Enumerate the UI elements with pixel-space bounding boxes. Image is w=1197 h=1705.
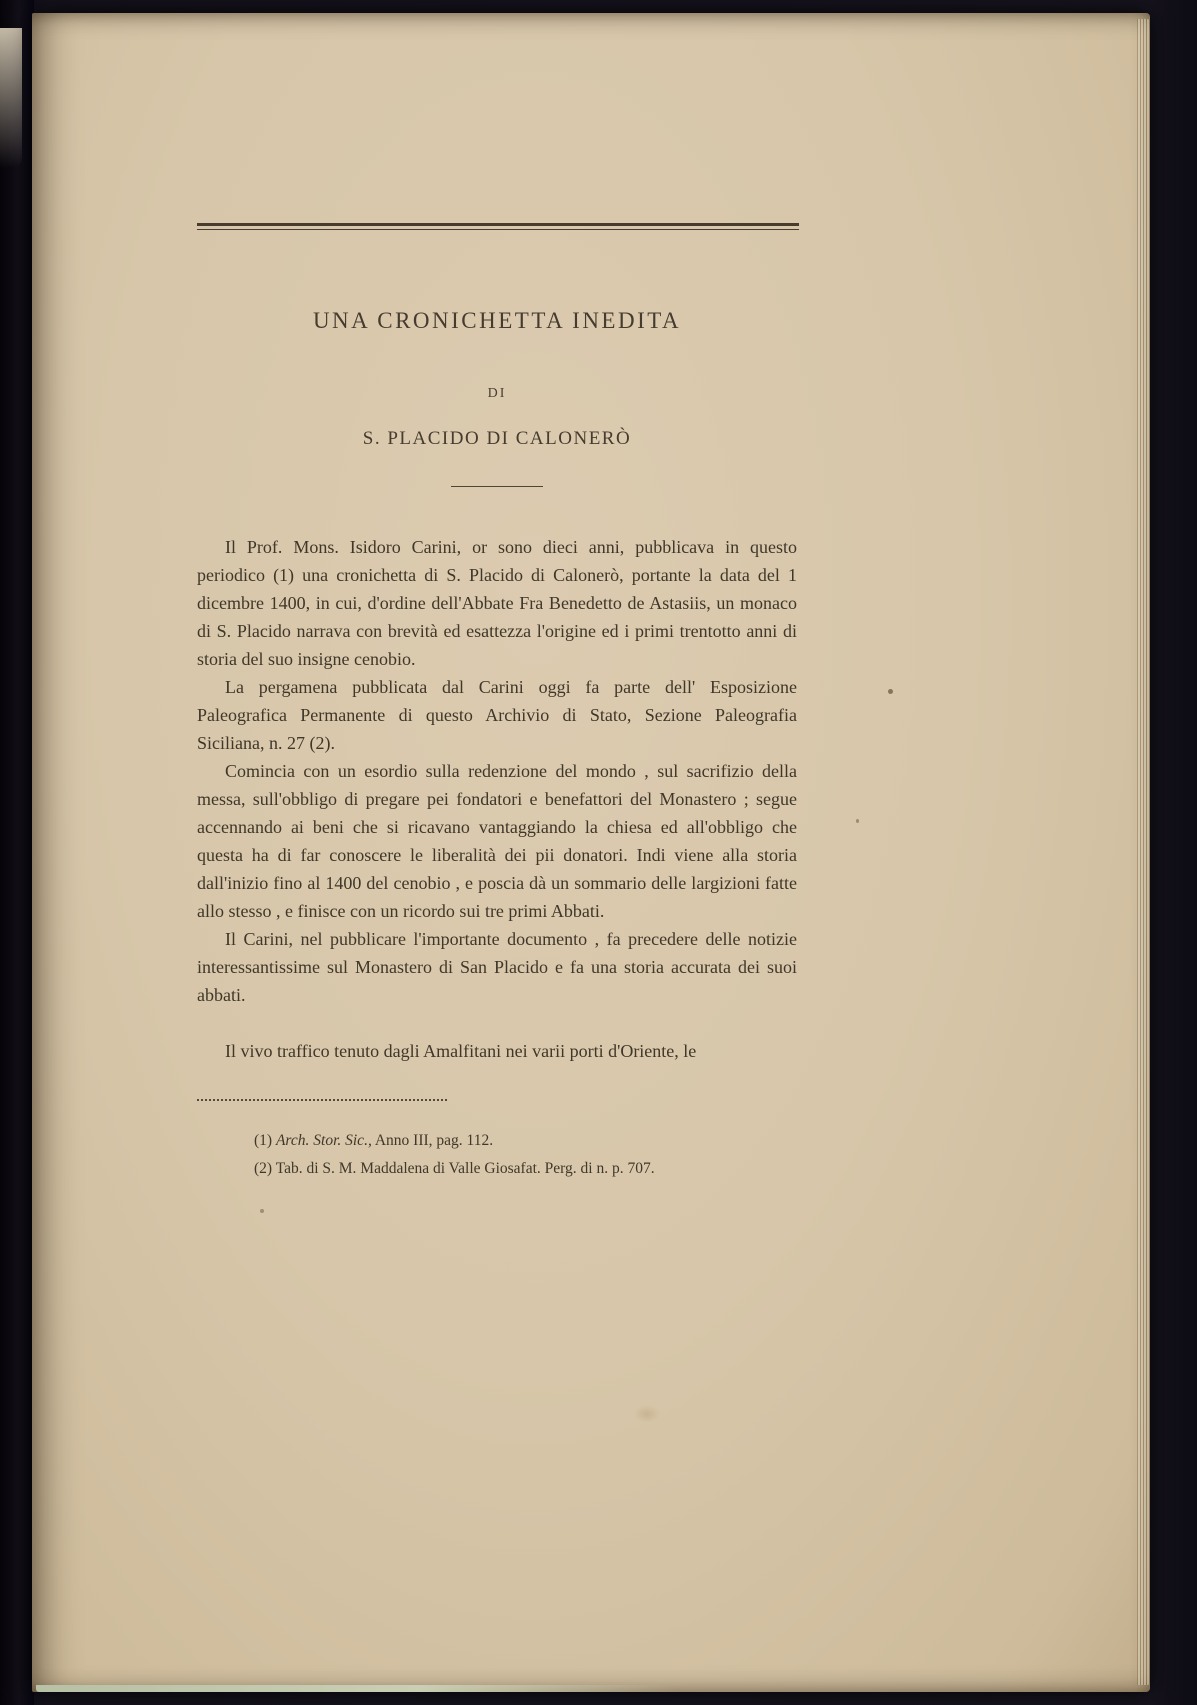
footnote-1-text: Anno III, pag. 112. [374, 1132, 494, 1149]
title-author: S. PLACIDO DI CALONERÒ [362, 428, 632, 449]
page-stack-edges [1137, 19, 1150, 1685]
header-double-rule [197, 223, 799, 230]
footnote-1 [197, 1127, 797, 1155]
title-separator-rule [451, 486, 543, 487]
footnote-2-text: Tab. di S. M. Maddalena di Valle Giosafat. Perg. di n. p. 707. [275, 1160, 655, 1177]
paper-speck [260, 1209, 264, 1213]
title-di: DI [487, 386, 507, 401]
under-page-edge [36, 1685, 676, 1692]
footnote-2-marker: (2) [254, 1160, 273, 1177]
book-binding-edge [0, 0, 34, 1705]
footnotes [197, 1127, 797, 1183]
paper-speck [856, 819, 859, 823]
footnote-2 [197, 1155, 797, 1183]
book-page [32, 13, 1150, 1692]
body-paragraph-2: La pergamena pubblicata dal Carini oggi fa parte dell' Esposizione Paleografica Permanente di questo Archivio di Stato, Sezione Paleografia Siciliana, n. 27 (2). [197, 677, 797, 753]
body-paragraph-1: Il Prof. Mons. Isidoro Carini, or sono dieci anni, pubblicava in questo periodico (1) una cronichetta di S. Placido di Calonerò, portante la data del 1 dicembre 1400, in cui, d'ordine dell'Abbate Fra Benedetto de Astasiis, un monaco di S. Placido narrava con brevità ed esattezza l'origine ed i primi trentotto anni di storia del suo insigne cenobio. [197, 537, 797, 669]
header-rule-thin [197, 229, 799, 230]
page-content [197, 13, 797, 1183]
header-rule-thick [197, 223, 799, 226]
footnote-1-marker: (1) [254, 1132, 273, 1149]
paper-stain [634, 1405, 660, 1423]
body-paragraph-5: Il vivo traffico tenuto dagli Amalfitani nei varii porti d'Oriente, le [225, 1041, 697, 1061]
endpaper-sliver [0, 28, 22, 168]
footnote-separator [197, 1099, 447, 1101]
paper-speck [888, 689, 893, 694]
page-title: UNA CRONICHETTA INEDITA [312, 308, 682, 333]
body-paragraph-3: Comincia con un esordio sulla redenzione del mondo , sul sacrifizio della messa, sull'obbligo di pregare pei fondatori e benefattori del Monastero ; segue accennando ai beni che si ricavano vantaggiando la chiesa ed all'obbligo che questa ha di far conoscere le liberalità dei pii donatori. Indi viene alla storia dall'inizio fino al 1400 del cenobio , e poscia dà un sommario delle largizioni fatte allo stesso , e finisce con un ricordo sui tre primi Abbati. [197, 761, 797, 921]
body-text [197, 533, 797, 1065]
body-paragraph-4: Il Carini, nel pubblicare l'importante documento , fa precedere delle notizie interessantissime sul Monastero di San Placido e fa una storia accurata dei suoi abbati. [197, 929, 797, 1005]
footnote-1-italic: Arch. Stor. Sic., [275, 1132, 372, 1149]
